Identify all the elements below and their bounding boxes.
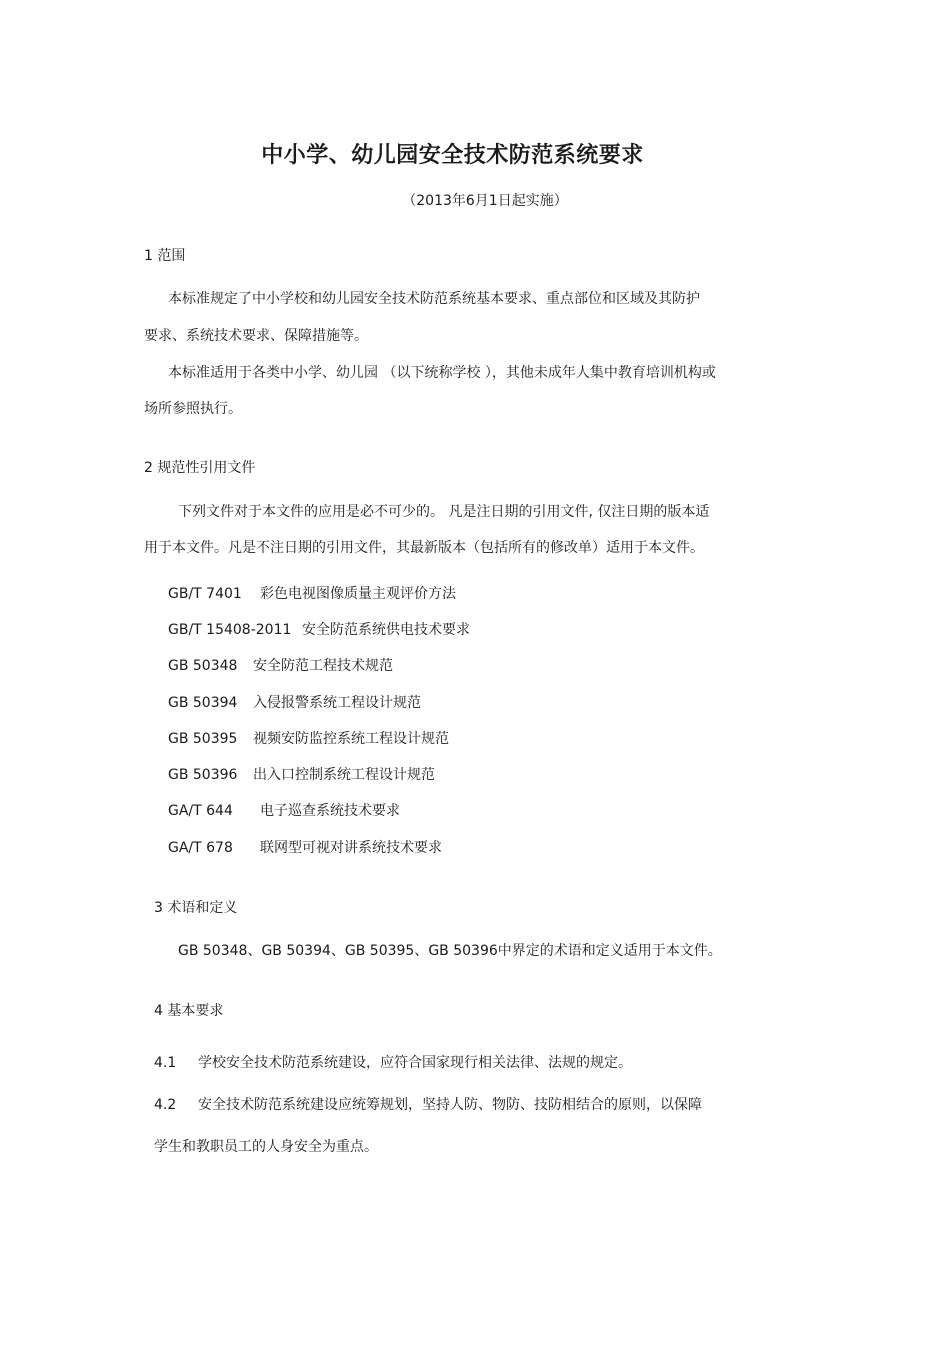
document-subtitle: （2013年6月1日起实施） bbox=[402, 193, 568, 209]
section-1-para1-line2: 要求、系统技术要求、保障措施等。 bbox=[144, 328, 368, 344]
reference-title: 电子巡查系统技术要求 bbox=[260, 803, 400, 819]
reference-code: GA/T 644 bbox=[168, 803, 233, 819]
reference-title: 安全防范系统供电技术要求 bbox=[302, 622, 470, 638]
item-number: 4.2 bbox=[154, 1097, 177, 1113]
section-2-para-line1: 下列文件对于本文件的应用是必不可少的。 凡是注日期的引用文件, 仅注日期的版本适 bbox=[178, 504, 710, 520]
section-4-item bbox=[154, 1056, 632, 1070]
section-3-para: GB 50348、GB 50394、GB 50395、GB 50396中界定的术语和定义适用于本文件。 bbox=[178, 943, 722, 959]
section-1-heading: 1 范围 bbox=[144, 248, 186, 264]
item-text: 学校安全技术防范系统建设，应符合国家现行相关法律、法规的规定。 bbox=[198, 1055, 632, 1071]
document-title: 中小学、幼儿园安全技术防范系统要求 bbox=[261, 143, 644, 168]
reference-title: 安全防范工程技术规范 bbox=[253, 658, 393, 674]
item-text: 安全技术防范系统建设应统筹规划，坚持人防、物防、技防相结合的原则，以保障 bbox=[198, 1097, 702, 1113]
section-1-para1-line1: 本标准规定了中小学校和幼儿园安全技术防范系统基本要求、重点部位和区域及其防护 bbox=[168, 291, 700, 307]
reference-code: GB 50395 bbox=[168, 731, 238, 747]
section-3-heading: 3 术语和定义 bbox=[154, 900, 238, 916]
section-2-para-line2: 用于本文件。凡是不注日期的引用文件，其最新版本（包括所有的修改单）适用于本文件。 bbox=[144, 540, 704, 556]
reference-item bbox=[168, 841, 442, 855]
reference-item bbox=[168, 659, 393, 673]
reference-code: GB/T 15408-2011 bbox=[168, 622, 292, 638]
reference-item bbox=[168, 804, 400, 818]
reference-item bbox=[168, 768, 435, 782]
reference-code: GB 50394 bbox=[168, 695, 238, 711]
section-1-para2-line2: 场所参照执行。 bbox=[144, 401, 242, 417]
reference-title: 联网型可视对讲系统技术要求 bbox=[260, 840, 442, 856]
reference-title: 出入口控制系统工程设计规范 bbox=[253, 767, 435, 783]
reference-item bbox=[168, 623, 470, 637]
section-4-item bbox=[154, 1098, 702, 1112]
reference-item bbox=[168, 587, 456, 601]
section-4-heading: 4 基本要求 bbox=[154, 1003, 224, 1019]
reference-code: GB 50396 bbox=[168, 767, 238, 783]
reference-title: 入侵报警系统工程设计规范 bbox=[253, 695, 421, 711]
section-2-heading: 2 规范性引用文件 bbox=[144, 460, 256, 476]
reference-title: 视频安防监控系统工程设计规范 bbox=[253, 731, 449, 747]
reference-title: 彩色电视图像质量主观评价方法 bbox=[260, 586, 456, 602]
item-number: 4.1 bbox=[154, 1055, 177, 1071]
reference-code: GA/T 678 bbox=[168, 840, 233, 856]
section-1-para2-line1: 本标准适用于各类中小学、幼儿园 （以下统称学校 ），其他未成年人集中教育培训机构或 bbox=[168, 365, 716, 381]
reference-item bbox=[168, 696, 421, 710]
reference-code: GB/T 7401 bbox=[168, 586, 242, 602]
reference-item bbox=[168, 732, 449, 746]
section-4-item-continuation: 学生和教职员工的人身安全为重点。 bbox=[154, 1139, 378, 1155]
reference-code: GB 50348 bbox=[168, 658, 238, 674]
